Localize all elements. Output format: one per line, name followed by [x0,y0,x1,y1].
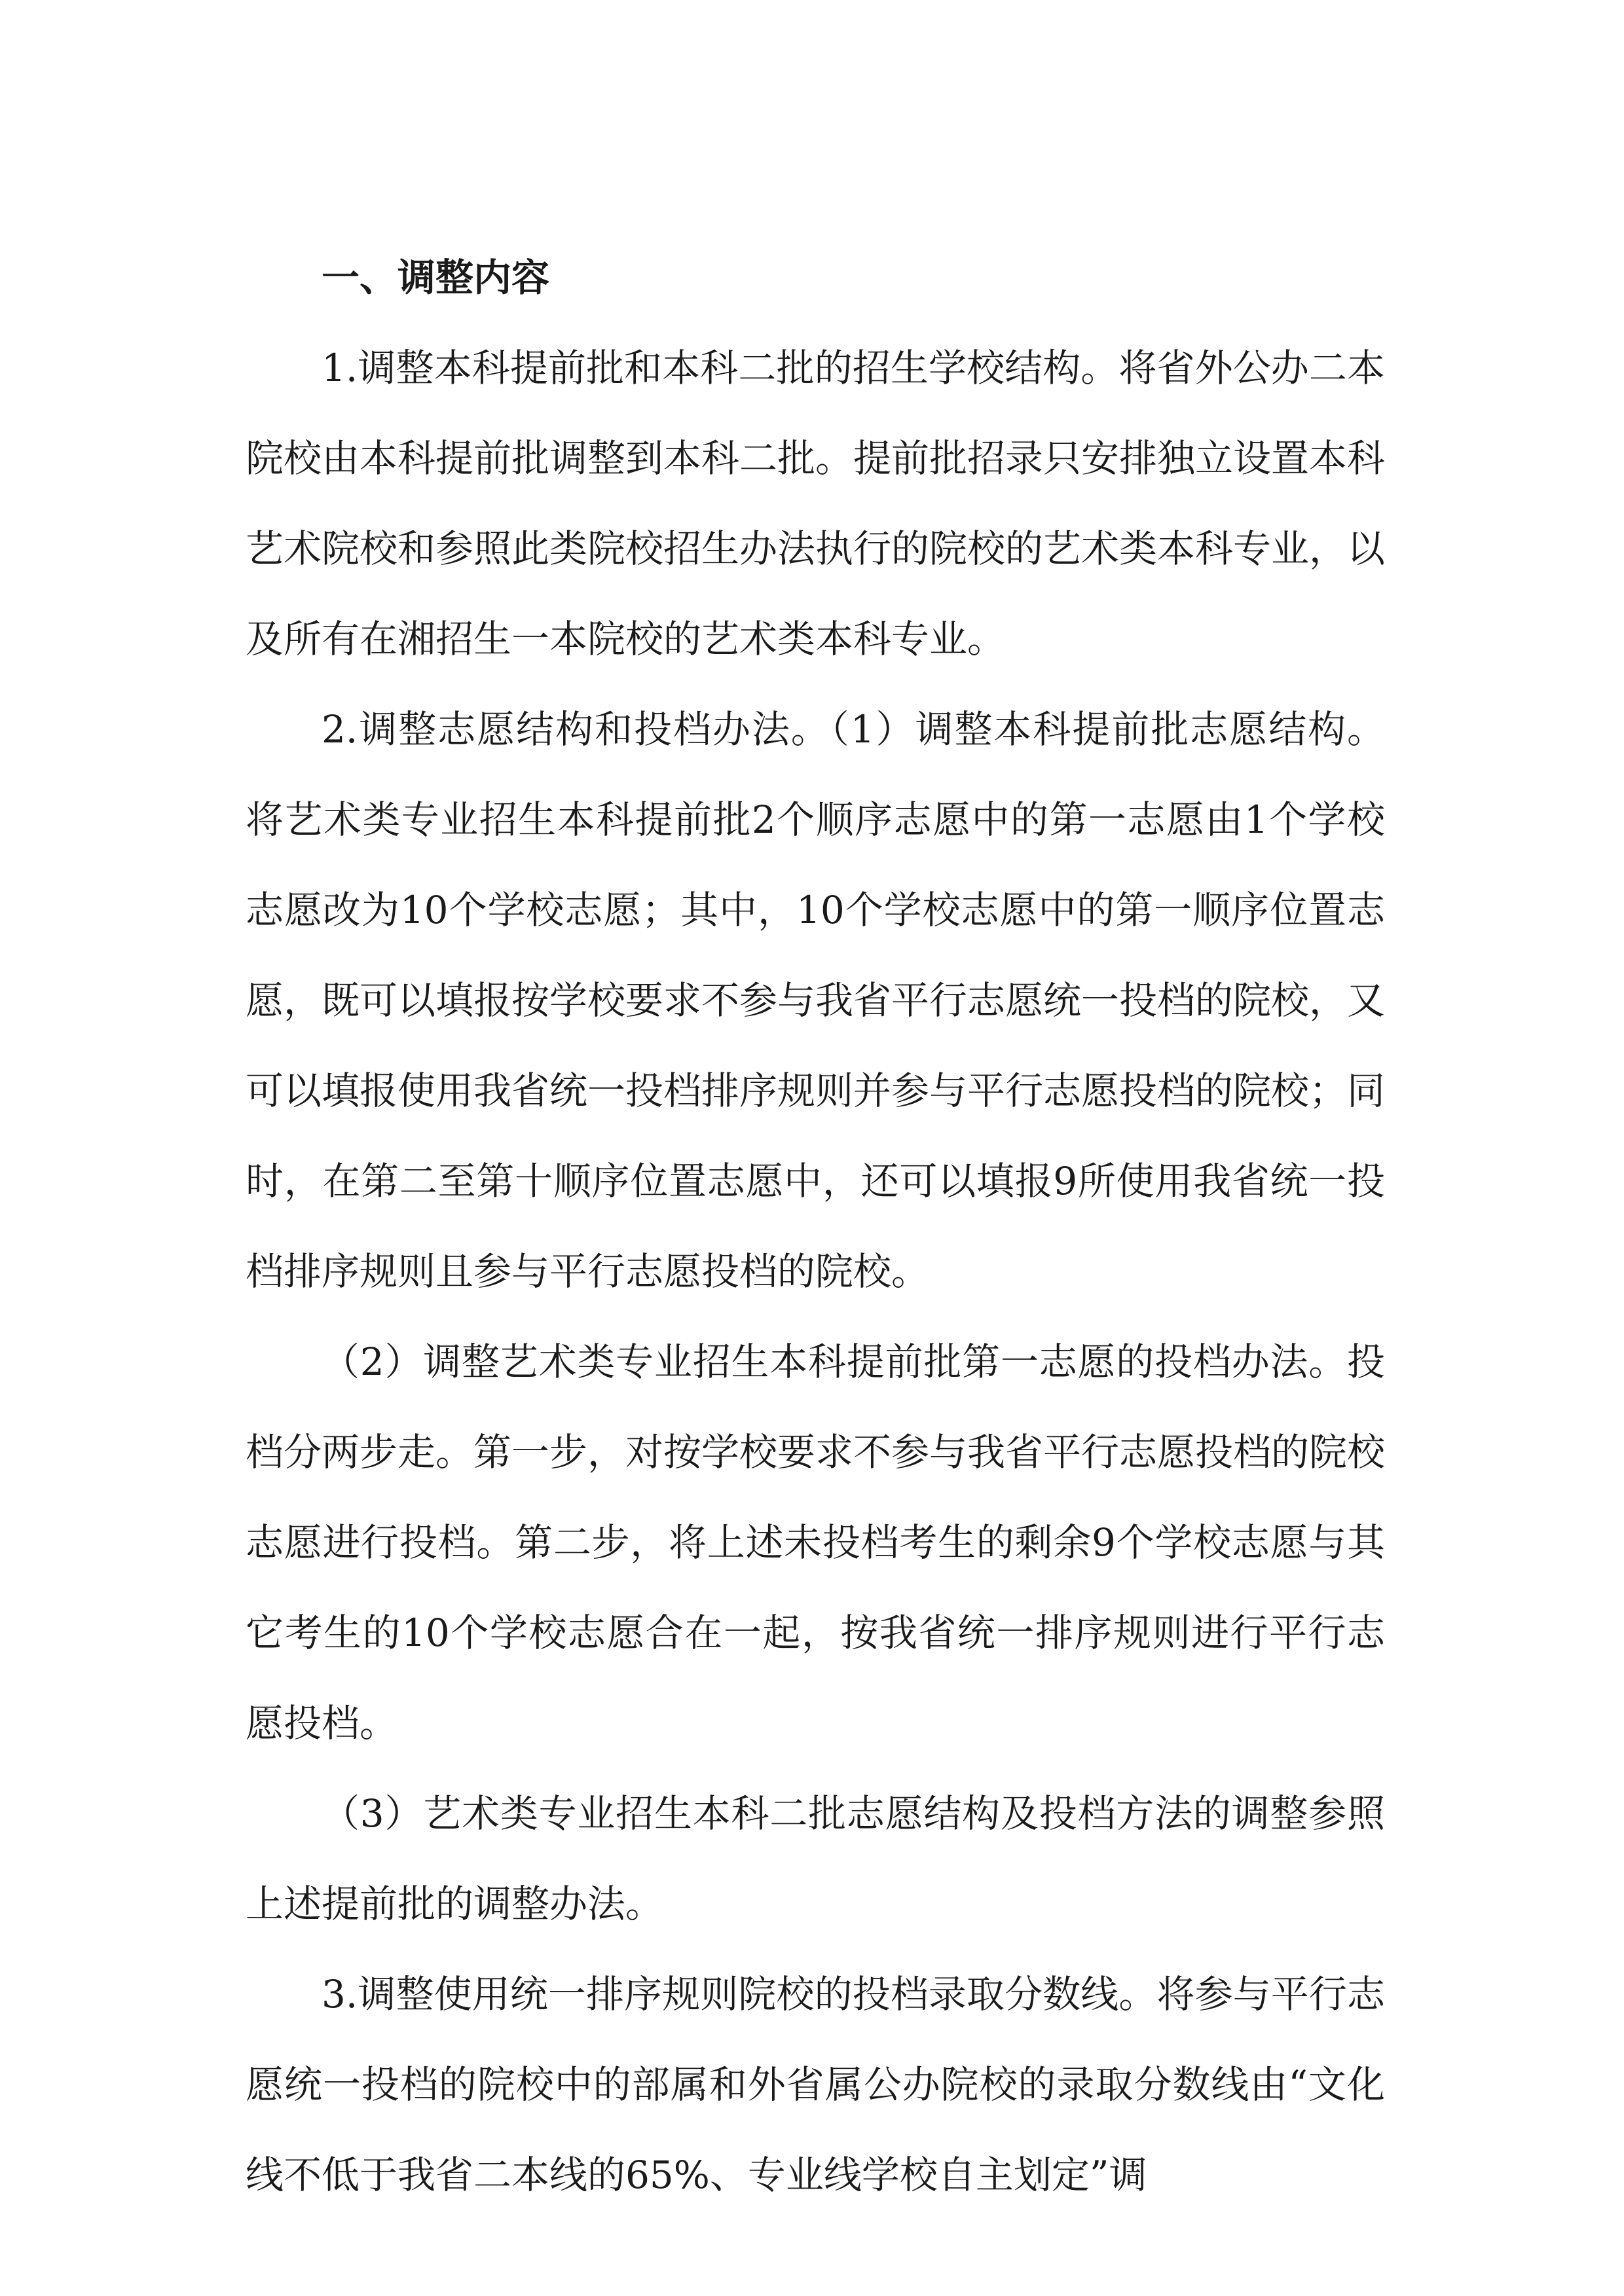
section-heading: 一、调整内容 [322,255,550,300]
paragraph-4: （3）艺术类专业招生本科二批志愿结构及投档方法的调整参照上述提前批的调整办法。 [246,1791,1385,1926]
document-body [246,232,1385,2220]
paragraph-3: （2）调整艺术类专业招生本科提前批第一志愿的投档办法。投档分两步走。第一步，对按学校要求不参与我省平行志愿投档的院校志愿进行投档。第二步，将上述未投档考生的剩余9个学校志愿与其它考生的10个学校志愿合在一起，按我省统一排序规则进行平行志愿投档。 [246,1339,1386,1745]
paragraph-5: 3.调整使用统一排序规则院校的投档录取分数线。将参与平行志愿统一投档的院校中的部属和外省属公办院校的录取分数线由“文化线不低于我省二本线的65%、专业线学校自主划定”调 [246,1972,1385,2197]
paragraph-1: 1.调整本科提前批和本科二批的招生学校结构。将省外公办二本院校由本科提前批调整到本科二批。提前批招录只安排独立设置本科艺术院校和参照此类院校招生办法执行的院校的艺术类本科专业，以及所有在湘招生一本院校的艺术类本科专业。 [246,346,1386,661]
paragraph-2: 2.调整志愿结构和投档办法。（1）调整本科提前批志愿结构。将艺术类专业招生本科提前批2个顺序志愿中的第一志愿由1个学校志愿改为10个学校志愿；其中，10个学校志愿中的第一顺序位置志愿，既可以填报按学校要求不参与我省平行志愿统一投档的院校，又可以填报使用我省统一投档排序规则并参与平行志愿投档的院校；同时，在第二至第十顺序位置志愿中，还可以填报9所使用我省统一投档排序规则且参与平行志愿投档的院校。 [246,707,1386,1294]
